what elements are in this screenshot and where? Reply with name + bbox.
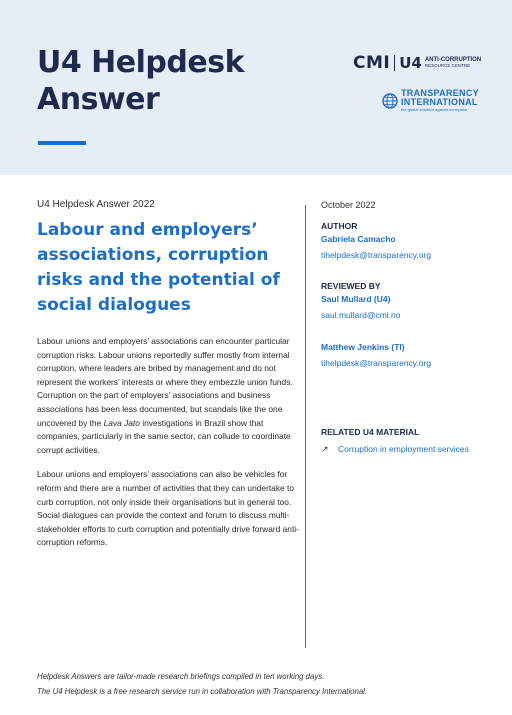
paragraph-text: Labour unions and employers’ associations can encounter particular corruption risks. Labour unions reportedly suffer mostly from internal corruption, where leaders are bribed by management and do not represent the workers’ interests or where they embezzle union funds. Corruption on the part of employers’ associations and business associations has been less documented, but scandals like the one uncovered by the: [37, 336, 293, 428]
document-title: [37, 218, 287, 318]
cmi-u4-logo: [353, 53, 481, 73]
reviewer2-name: Matthew Jenkins (TI): [321, 342, 405, 352]
document-title-line: associations, corruption: [37, 245, 269, 265]
related-link[interactable]: Corruption in employment services: [338, 444, 469, 454]
publication-date: October 2022: [321, 200, 376, 210]
globe-icon: [382, 93, 398, 109]
column-divider: [305, 205, 306, 648]
summary-paragraph-2: Labour unions and employers’ associations can also be vehicles for reform and there are a number of activities that they can undertake to curb corruption, not only inside their organisations but in general too. Social dialogues can provide the context and forum to discuss multi-stakeholder efforts to curb corruption and potentially drive forward anti-corruption reforms.: [37, 469, 299, 548]
document-title-line: social dialogues: [37, 295, 191, 315]
u4-logo-subtitle: [425, 57, 481, 69]
author-name: Gabriela Camacho: [321, 234, 396, 244]
summary-text: [37, 335, 302, 561]
logo-divider: [394, 55, 395, 71]
cmi-logo-text: CMI: [353, 53, 391, 73]
u4-logo-text: U4: [399, 54, 422, 72]
paragraph-text: investigations in Brazil show that companies, particularly in the same sector, can collude to coordinate corrupt activities.: [37, 417, 291, 455]
author-label: AUTHOR: [321, 221, 358, 231]
cover-title: [37, 44, 244, 118]
related-material-label: RELATED U4 MATERIAL: [321, 427, 420, 437]
document-title-line: Labour and employers’: [37, 220, 258, 240]
summary-paragraph-1: [37, 335, 302, 457]
reviewer1-email[interactable]: saul.mullard@cmi.no: [321, 310, 401, 320]
document-title-line: risks and the potential of: [37, 270, 280, 290]
series-label: U4 Helpdesk Answer 2022: [37, 199, 155, 210]
cover-header: [0, 0, 512, 175]
ti-logo-text: [401, 89, 479, 112]
footer-line2: The U4 Helpdesk is a free research service run in collaboration with Transparency International.: [37, 687, 368, 696]
footer-note: [37, 669, 367, 699]
author-email[interactable]: tihelpdesk@transparency.org: [321, 250, 432, 260]
ti-line1: TRANSPARENCY: [401, 88, 479, 98]
cover-title-line1: U4 Helpdesk: [37, 45, 245, 80]
ti-line2: INTERNATIONAL: [401, 97, 478, 107]
title-underline: [38, 141, 86, 145]
u4-sub-line1: ANTI-CORRUPTION: [424, 57, 482, 63]
reviewer2-email[interactable]: tihelpdesk@transparency.org: [321, 358, 432, 368]
ti-tagline: the global coalition against corruption: [401, 107, 468, 112]
footer-line1: Helpdesk Answers are tailor-made research briefings compiled in ten working days.: [37, 672, 325, 681]
ti-logo: [382, 89, 479, 112]
arrow-up-right-icon: ↗: [321, 444, 329, 454]
u4-sub-line2: RESOURCE CENTRE: [424, 63, 471, 68]
cover-title-line2: Answer: [37, 82, 160, 117]
lava-jato-italic: Lava Jato: [103, 417, 140, 428]
reviewed-by-label: REVIEWED BY: [321, 281, 381, 291]
reviewer1-name: Saul Mullard (U4): [321, 294, 391, 304]
